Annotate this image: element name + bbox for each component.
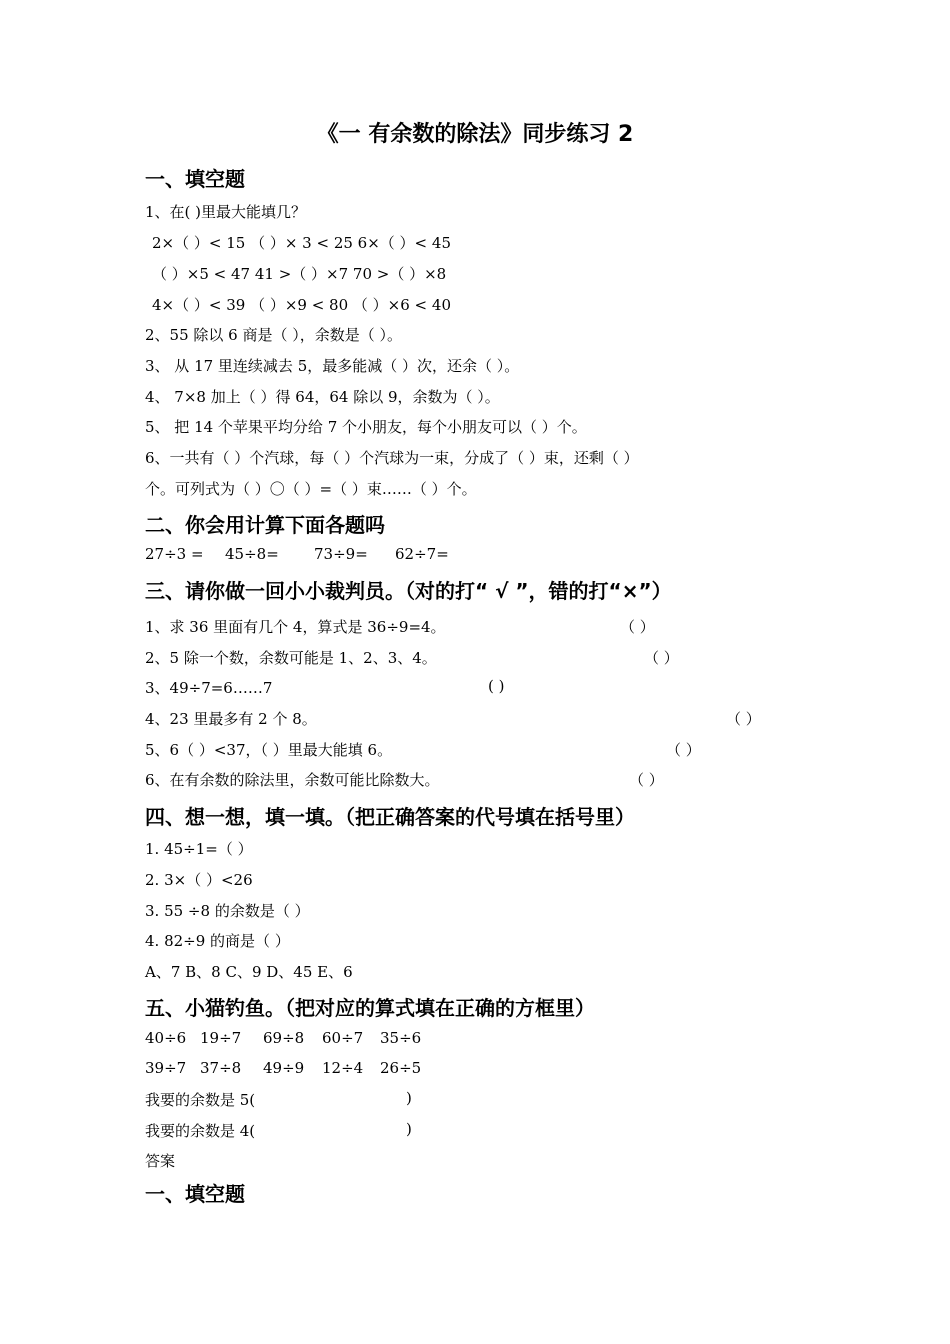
s1-row-1: 2×（ ）< 15 （ ）× 3 < 25 6×（ ）< 45: [152, 234, 451, 252]
section-2-heading: 二、你会用计算下面各题吗: [145, 513, 385, 537]
s3-item-4: 4、23 里最多有 2 个 8。: [145, 710, 317, 728]
s1-question-6-line-2: 个。可列式为（ ）〇（ ）=（ ）束……（ ）个。: [145, 480, 477, 498]
s2-problem-3: 73÷9=: [314, 545, 368, 563]
s1-question-3: 3、 从 17 里连续减去 5，最多能减（ ）次，还余（ ）。: [145, 357, 520, 375]
section-3-heading: 三、请你做一回小小裁判员。（对的打“ √ ”，错的打“×”）: [145, 579, 672, 603]
s1-question-6-line-1: 6、一共有（ ）个汽球，每（ ）个汽球为一束，分成了（ ）束，还剩（ ）: [145, 449, 639, 467]
s3-item-4-blank: （ ）: [726, 710, 761, 728]
answer-label: 答案: [145, 1152, 176, 1170]
section-4-heading: 四、想一想，填一填。（把正确答案的代号填在括号里）: [145, 805, 635, 829]
s5-expr-2-2: 37÷8: [200, 1059, 242, 1077]
s5-expr-1-2: 19÷7: [200, 1029, 242, 1047]
s3-item-1-blank: （ ）: [620, 618, 655, 636]
s3-item-2-blank: （ ）: [644, 649, 679, 667]
section-5-heading: 五、小猫钓鱼。（把对应的算式填在正确的方框里）: [145, 996, 595, 1020]
s5-expr-2-4: 12÷4: [322, 1059, 364, 1077]
answer-section-1-heading: 一、填空题: [145, 1182, 245, 1206]
s3-item-5-blank: （ ）: [666, 741, 701, 759]
s5-remainder-5: 我要的余数是 5(: [145, 1091, 256, 1109]
s4-question-1: 1. 45÷1=（ ）: [145, 840, 253, 858]
s1-question-1: 1、在( )里最大能填几？: [145, 203, 307, 221]
s3-item-6: 6、在有余数的除法里，余数可能比除数大。: [145, 771, 440, 789]
s4-options: A、7 B、8 C、9 D、45 E、6: [145, 963, 353, 981]
s5-expr-2-1: 39÷7: [145, 1059, 187, 1077]
s5-remainder-4: 我要的余数是 4(: [145, 1122, 256, 1140]
s5-expr-1-4: 60÷7: [322, 1029, 364, 1047]
s3-item-5: 5、6（ ）<37，（ ）里最大能填 6。: [145, 741, 393, 759]
s1-row-3: 4×（ ）< 39 （ ）×9 < 80 （ ）×6 < 40: [152, 296, 451, 314]
s1-question-4: 4、 7×8 加上（ ）得 64，64 除以 9，余数为（ ）。: [145, 388, 500, 406]
s3-item-3-blank: ( ): [488, 677, 505, 695]
page-title: 《一 有余数的除法》同步练习 2: [316, 122, 634, 147]
s4-question-2: 2. 3×（ ）<26: [145, 871, 253, 889]
s5-expr-1-1: 40÷6: [145, 1029, 187, 1047]
s4-question-3: 3. 55 ÷8 的余数是（ ）: [145, 902, 310, 920]
s5-expr-2-5: 26÷5: [380, 1059, 422, 1077]
s3-item-2: 2、5 除一个数，余数可能是 1、2、3、4。: [145, 649, 437, 667]
s3-item-3: 3、49÷7=6……7: [145, 679, 273, 697]
s4-question-4: 4. 82÷9 的商是（ ）: [145, 932, 290, 950]
s5-remainder-5-close: ): [406, 1089, 412, 1107]
s5-expr-1-3: 69÷8: [263, 1029, 305, 1047]
s2-problem-1: 27÷3 =: [145, 545, 204, 563]
s2-problem-2: 45÷8=: [225, 545, 279, 563]
s3-item-1: 1、求 36 里面有几个 4，算式是 36÷9=4。: [145, 618, 446, 636]
s1-question-2: 2、55 除以 6 商是（ ），余数是（ ）。: [145, 326, 403, 344]
s5-remainder-4-close: ): [406, 1120, 412, 1138]
s1-row-2: （ ）×5 < 47 41 >（ ）×7 70 >（ ）×8: [152, 265, 447, 283]
section-1-heading: 一、填空题: [145, 167, 245, 191]
s2-problem-4: 62÷7=: [395, 545, 449, 563]
s1-question-5: 5、 把 14 个苹果平均分给 7 个小朋友，每个小朋友可以（ ）个。: [145, 418, 587, 436]
s3-item-6-blank: （ ）: [629, 771, 664, 789]
s5-expr-1-5: 35÷6: [380, 1029, 422, 1047]
s5-expr-2-3: 49÷9: [263, 1059, 305, 1077]
